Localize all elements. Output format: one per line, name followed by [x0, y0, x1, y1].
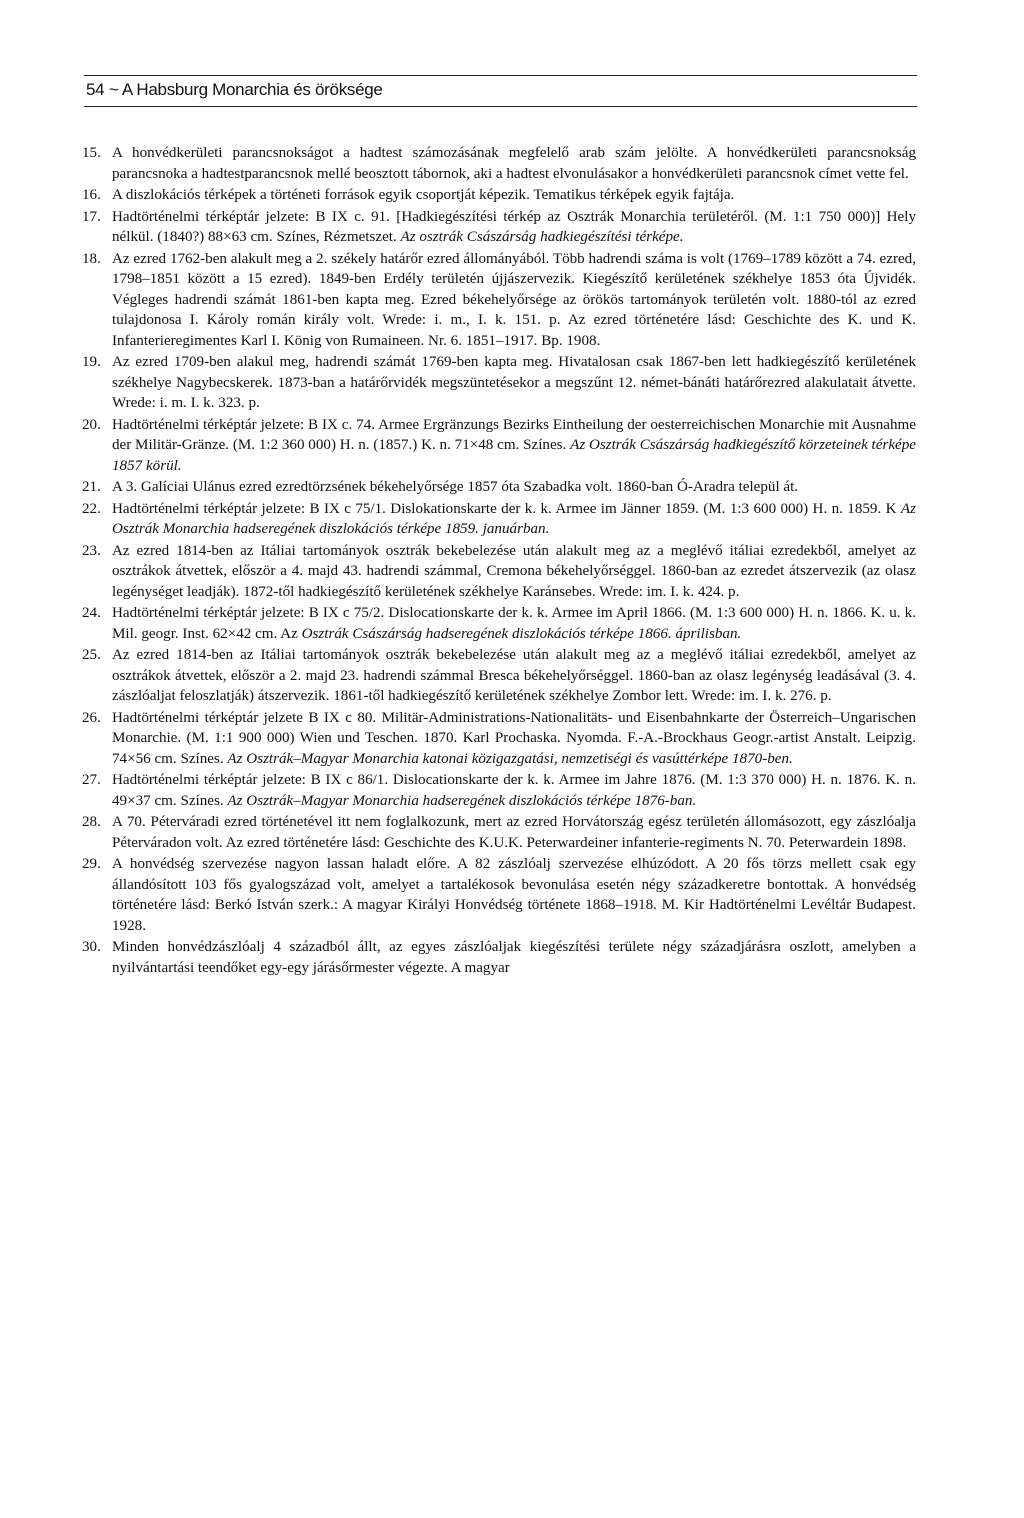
endnote-number: 21. [82, 479, 101, 495]
endnote [82, 645, 916, 707]
endnote [82, 499, 916, 540]
endnote-text: Hadtörténelmi térképtár jelzete: B IX c 75/1. Dislokationskarte der k. k. Armee im Jänner 1859. (M. 1:3 600 000) H. n. 1859. K [112, 500, 901, 517]
header-bottom-rule [84, 106, 917, 107]
endnote-italic-title: Az Osztrák Császárság hadkiegészítő körzeteinek térképe 1857 körül. [112, 437, 916, 474]
endnote-text: A diszlokációs térképek a történeti források egyik csoportját képezik. Tematikus térképek egyik fajtája. [112, 187, 735, 203]
endnote-number: 19. [82, 354, 101, 370]
endnote-number: 24. [82, 605, 101, 621]
endnote-text: Hadtörténelmi térképtár jelzete: B IX c 75/2. Dislocationskarte der k. k. Armee im April 1866. (M. 1:3 600 000) H. n. 1866. K. u. k. Mil. geogr. Inst. 62×42 cm. Az [112, 605, 916, 642]
page-number: 54 [86, 80, 105, 99]
endnote [82, 770, 916, 811]
endnote-italic-title: Az Osztrák Monarchia hadseregének diszlokációs térképe 1859. januárban. [112, 500, 916, 537]
endnote-number: 27. [82, 772, 101, 788]
endnote [82, 143, 916, 184]
endnotes-list [82, 143, 916, 979]
endnote [82, 415, 916, 477]
endnote-number: 30. [82, 939, 101, 955]
endnote-italic-title: Az Osztrák–Magyar Monarchia katonai közigazgatási, nemzetiségi és vasúttérképe 1870-ben. [227, 750, 793, 767]
endnote-text: Hadtörténelmi térképtár jelzete: B IX c 86/1. Dislocationskarte der k. k. Armee im Jahre 1876. (M. 1:3 370 000) H. n. 1876. K. n. 49×37 cm. Színes. [112, 772, 916, 809]
endnote [82, 937, 916, 978]
running-title: A Habsburg Monarchia és öröksége [121, 80, 383, 99]
endnote-number: 25. [82, 647, 101, 663]
endnote-number: 20. [82, 416, 101, 433]
endnote [82, 185, 916, 206]
endnote [82, 708, 916, 770]
endnote [82, 541, 916, 603]
header-top-rule [84, 75, 917, 76]
header-separator: ~ [108, 80, 119, 99]
endnote-text: A 70. Péterváradi ezred történetével itt nem foglalkozunk, mert az ezred Horvátország egész területén állomásozott, egy zászlóalja Péterváradon volt. Az ezred történetére lásd: Geschichte des K.U.K. Peterwardeiner infanterie-regiments N. 70. Peterwardein 1898. [112, 814, 916, 851]
endnote [82, 812, 916, 853]
endnote-text: A honvédkerületi parancsnokságot a hadtest számozásának megfelelő arab szám jelölte. A honvédkerületi parancsnokság parancsnoka a hadtestparancsnok mellé beosztott tábornok, aki a hadtest elvonulásakor a honvédkerületi parancsnok címet vette fel. [112, 145, 916, 182]
endnote [82, 477, 916, 498]
endnote-text: Az ezred 1814-ben az Itáliai tartományok osztrák bekebelezése után alakult meg az a meglévő itáliai ezredekből, amelyet az osztrákok átvettek, először a 2. majd 23. hadrendi számmal Bresca békehelyőrséggel. 1860-ban az olasz legénység leadásával (3. 4. zászlóaljat feloszlatják) átszervezik. 1861-től hadkiegészítő kerületének székhelye Zombor lett. Wrede: im. I. k. 276. p. [112, 647, 916, 704]
endnote [82, 854, 916, 936]
endnote-number: 18. [82, 250, 101, 267]
endnote-number: 17. [82, 208, 101, 225]
endnote [82, 603, 916, 644]
endnote-number: 15. [82, 145, 101, 161]
endnote [82, 207, 916, 248]
endnote-text: Hadtörténelmi térképtár jelzete B IX c 80. Militär-Administrations-Nationalitäts- und Eisenbahnkarte der Österreich–Ungarischen Monarchie. (M. 1:1 900 000) Wien und Teschen. 1870. Karl Prochaska. Nyomda. F.-A.-Brockhaus Geogr.-artist Anstalt. Leipzig. 74×56 cm. Színes. [112, 709, 916, 767]
endnote-italic-title: Osztrák Császárság hadseregének diszlokációs térképe 1866. áprilisban. [301, 625, 742, 642]
endnote-text: Az ezred 1814-ben az Itáliai tartományok osztrák bekebelezése után alakult meg az a meglévő itáliai ezredekből, amelyet az osztrákok átvettek, először a 4. majd 43. hadrendi számmal, Cremona békehelyőrséggel. 1860-ban az ezredet átszervezik (az olasz legénységet leadják). 1872-től hadkiegészítő kerületének székhelye Karánsebes. Wrede: im. I. k. 424. p. [112, 542, 916, 600]
endnote-number: 22. [82, 500, 101, 517]
endnote-number: 28. [82, 814, 101, 830]
endnote-number: 29. [82, 856, 101, 872]
running-header [86, 80, 916, 100]
endnote-text: A honvédség szervezése nagyon lassan haladt előre. A 82 zászlóalj szervezése elhúzódott. A 20 fős törzs mellett csak egy állandósított 103 fős gyalogszázad volt, amelyet a tartalékosok bevonulása esetén négy századkeretre bontottak. A honvédség történetére lásd: Berkó István szerk.: A magyar Királyi Honvédség története 1868–1918. M. Kir Hadtörténelmi Levéltár Budapest. 1928. [112, 856, 916, 934]
endnote-text: Hadtörténelmi térképtár jelzete: B IX c. 91. [Hadkiegészítési térkép az Osztrák Monarchia területéről. (M. 1:1 750 000)] Hely nélkül. (1840?) 88×63 cm. Színes, Rézmetszet. [112, 208, 916, 245]
endnote-italic-title: Az osztrák Császárság hadkiegészítési térképe. [400, 229, 684, 245]
endnote-text: Hadtörténelmi térképtár jelzete: B IX c. 74. Armee Ergränzungs Bezirks Eintheilung der oesterreichischen Monarchie mit Ausnahme der Militär-Gränze. (M. 1:2 360 000) H. n. (1857.) K. n. 71×48 cm. Színes. [112, 416, 916, 453]
endnote-text: Az ezred 1709-ben alakul meg, hadrendi számát 1769-ben kapta meg. Hivatalosan csak 1867-ben lett hadkiegészítő kerületének székhelye Nagybecskerek. 1873-ban a határőrvidék megszüntetésekor a megszűnt 12. német-bánáti határőrezred alakulatait átvette. Wrede: i. m. I. k. 323. p. [112, 354, 916, 411]
endnote-text: A 3. Galíciai Ulánus ezred ezredtörzsének békehelyőrsége 1857 óta Szabadka volt. 1860-ban Ó-Aradra települ át. [112, 479, 799, 495]
endnote-text: Minden honvédzászlóalj 4 századból állt, az egyes zászlóaljak kiegészítési területe négy századjárásra oszlott, amelyben a nyilvántartási teendőket egy-egy járásőrmester végezte. A magyar [112, 939, 916, 976]
endnote-number: 23. [82, 542, 101, 559]
endnote-number: 16. [82, 187, 101, 203]
endnote-text: Az ezred 1762-ben alakult meg a 2. székely határőr ezred állományából. Több hadrendi száma is volt (1769–1789 között a 74. ezred, 1798–1851 között a 15 ezred). 1849-ben Erdély területén újjászervezik. Kiegészítő kerületének székhelye 1853 óta Újvidék. Végleges hadrendi számát 1861-ben kapta meg. Ezred békehelyőrsége az örökös tartományok területén volt. 1880-tól az ezred tulajdonosa I. Károly román király volt. Wrede: i. m., I. k. 151. p. Az ezred történetére lásd: Geschichte des K. und K. Infanterieregimentes Karl I. König von Rumaineen. Nr. 6. 1851–1917. Bp. 1908. [112, 250, 916, 349]
endnote [82, 249, 916, 352]
endnote [82, 352, 916, 414]
endnote-number: 26. [82, 709, 101, 726]
endnote-italic-title: Az Osztrák–Magyar Monarchia hadseregének diszlokációs térképe 1876-ban. [227, 792, 697, 809]
